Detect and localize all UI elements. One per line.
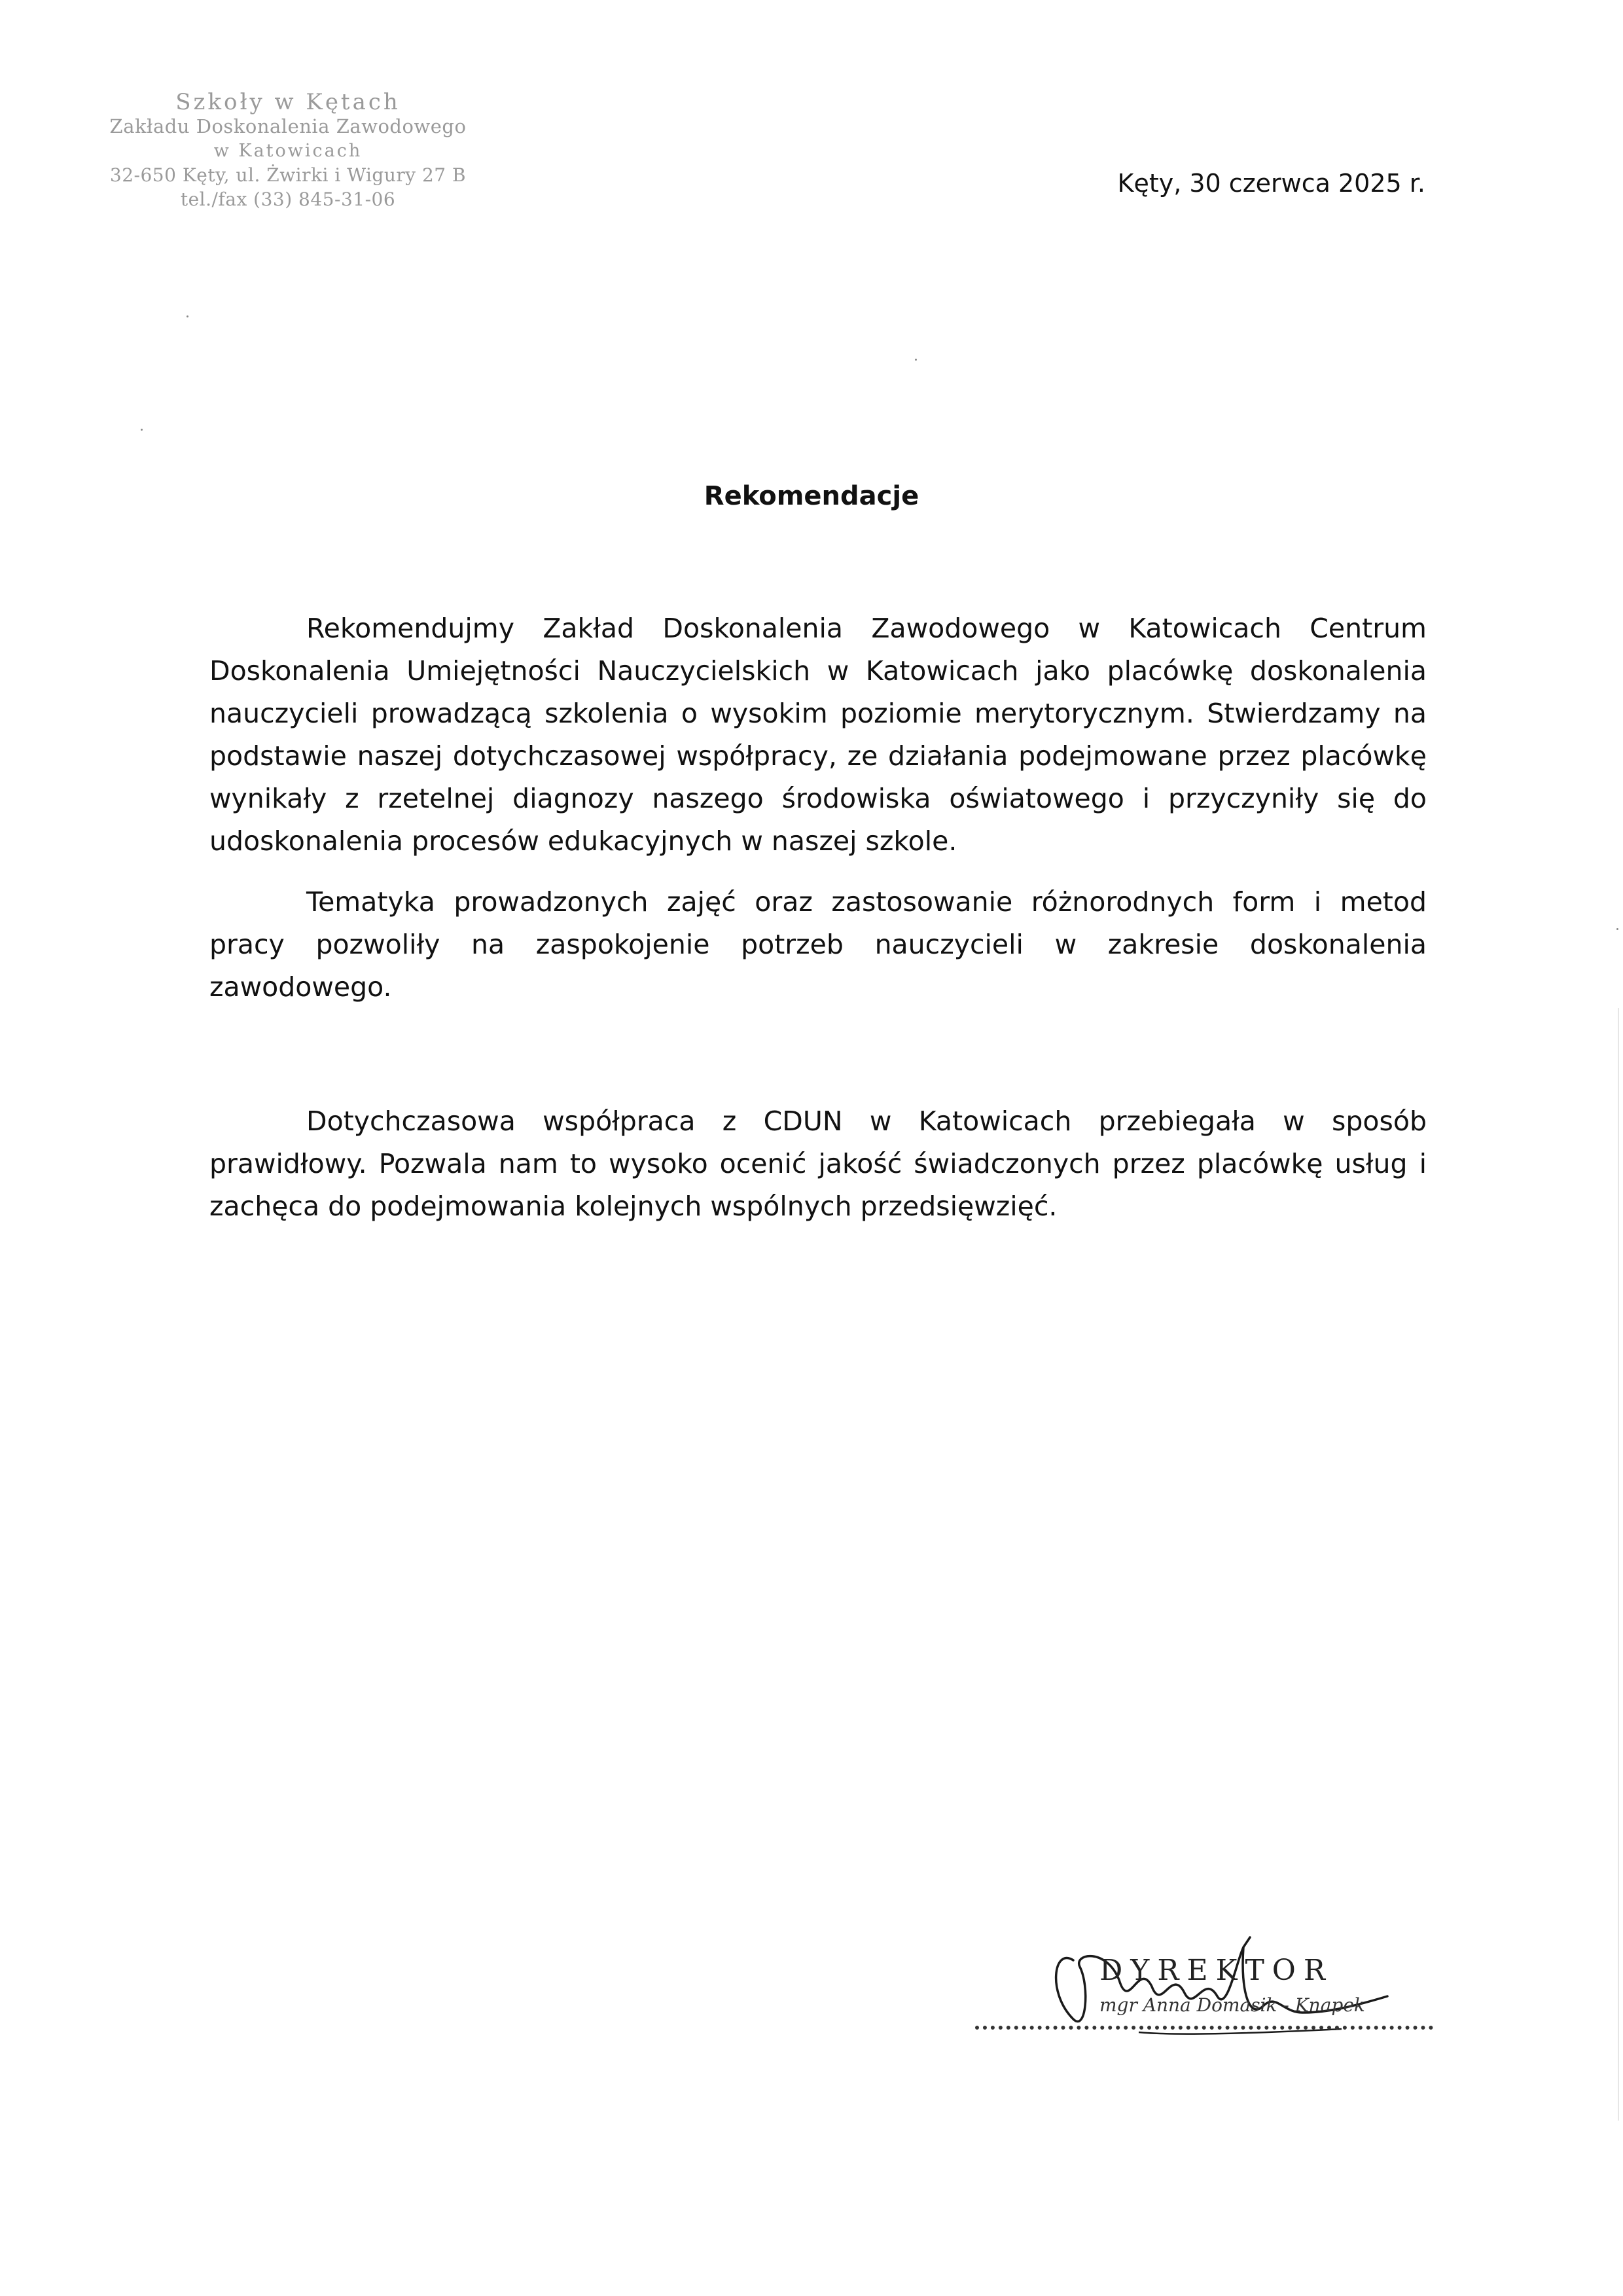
paragraph: Dotychczasowa współpraca z CDUN w Katowicach przebiegała w sposób prawidłowy. Pozwala nam to wysoko ocenić jakość świadczonych przez placówkę usług i zachęca do podejmowania kolejnych wspólnych przedsięwzięć.	[209, 1105, 1427, 1222]
paragraph: Tematyka prowadzonych zajęć oraz zastosowanie różnorodnych form i metod pracy pozwoliły na zaspokojenie potrzeb nauczycieli w zakresie doskonalenia zawodowego.	[209, 886, 1427, 1003]
scan-speck	[187, 315, 188, 317]
stamp-line: tel./fax (33) 845-31-06	[180, 188, 396, 210]
stamp-line: 32-650 Kęty, ul. Żwirki i Wigury 27 B	[109, 164, 467, 186]
signature-line	[975, 2026, 1433, 2030]
document-title: Rekomendacje	[704, 481, 919, 511]
signature-title: DYREKTOR	[1099, 1954, 1333, 1987]
scan-speck	[141, 429, 143, 431]
scan-speck	[1616, 928, 1618, 930]
scan-speck	[915, 359, 917, 361]
handwritten-signature	[975, 1921, 1433, 2065]
letter-date: Kęty, 30 czerwca 2025 r.	[1117, 169, 1425, 198]
signature-name: mgr Anna Domasik - Knapek	[1099, 1994, 1365, 2016]
letter-body	[209, 607, 1427, 1228]
stamp-line: Szkoły w Kętach	[175, 89, 401, 115]
scan-edge	[1618, 1008, 1619, 2121]
school-stamp	[98, 90, 478, 211]
paragraph: Rekomendujmy Zakład Doskonalenia Zawodowego w Katowicach Centrum Doskonalenia Umiejętności Nauczycielskich w Katowicach jako placówkę doskonalenia nauczycieli prowadzącą szkolenia o wysokim poziomie merytorycznym. Stwierdzamy na podstawie naszej dotychczasowej współpracy, ze działania podejmowane przez placówkę wynikały z rzetelnej diagnozy naszego środowiska oświatowego i przyczyniły się do udoskonalenia procesów edukacyjnych w naszej szkole.	[209, 613, 1427, 857]
stamp-line: Zakładu Doskonalenia Zawodowego	[109, 115, 467, 137]
signature-block	[975, 1921, 1433, 2065]
stamp-line: w Katowicach	[213, 141, 363, 161]
